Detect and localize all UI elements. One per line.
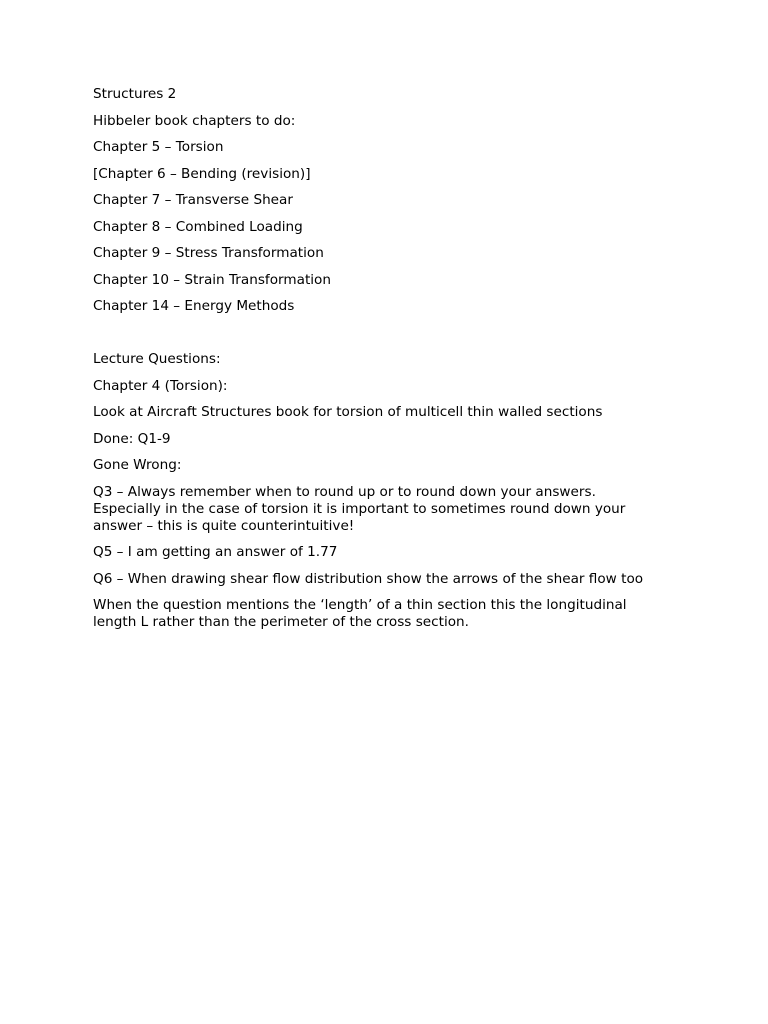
q3-note: Q3 – Always remember when to round up or to round down your answers. Especially in the case of torsion it is important to sometimes round down your answer – this is quite counterintuitive! [93, 483, 626, 534]
aircraft-structures-note: Look at Aircraft Structures book for torsion of multicell thin walled sections [93, 404, 603, 420]
chapter-item: Chapter 10 – Strain Transformation [93, 271, 331, 288]
document-title: Structures 2 [93, 86, 177, 102]
done-line: Done: Q1-9 [93, 430, 171, 447]
chapter4-heading: Chapter 4 (Torsion): [93, 377, 228, 394]
chapter-item: Chapter 9 – Stress Transformation [93, 245, 324, 261]
chapter-item: Chapter 14 – Energy Methods [93, 298, 295, 314]
chapters-intro: Hibbeler book chapters to do: [93, 112, 296, 129]
chapter-item: Chapter 8 – Combined Loading [93, 218, 303, 235]
length-note: When the question mentions the ‘length’ of a thin section this the longitudinal length L rather than the perimeter of the cross section. [93, 597, 627, 630]
q5-note: Q5 – I am getting an answer of 1.77 [93, 544, 338, 560]
chapter-item: [Chapter 6 – Bending (revision)] [93, 165, 311, 182]
blank-line [93, 325, 693, 342]
chapter-item: Chapter 5 – Torsion [93, 139, 224, 155]
document-page [93, 86, 693, 641]
lecture-questions-heading: Lecture Questions: [93, 351, 221, 367]
gone-wrong-heading: Gone Wrong: [93, 457, 182, 473]
chapter-item: Chapter 7 – Transverse Shear [93, 192, 293, 208]
q6-note: Q6 – When drawing shear flow distribution show the arrows of the shear flow too [93, 570, 644, 587]
